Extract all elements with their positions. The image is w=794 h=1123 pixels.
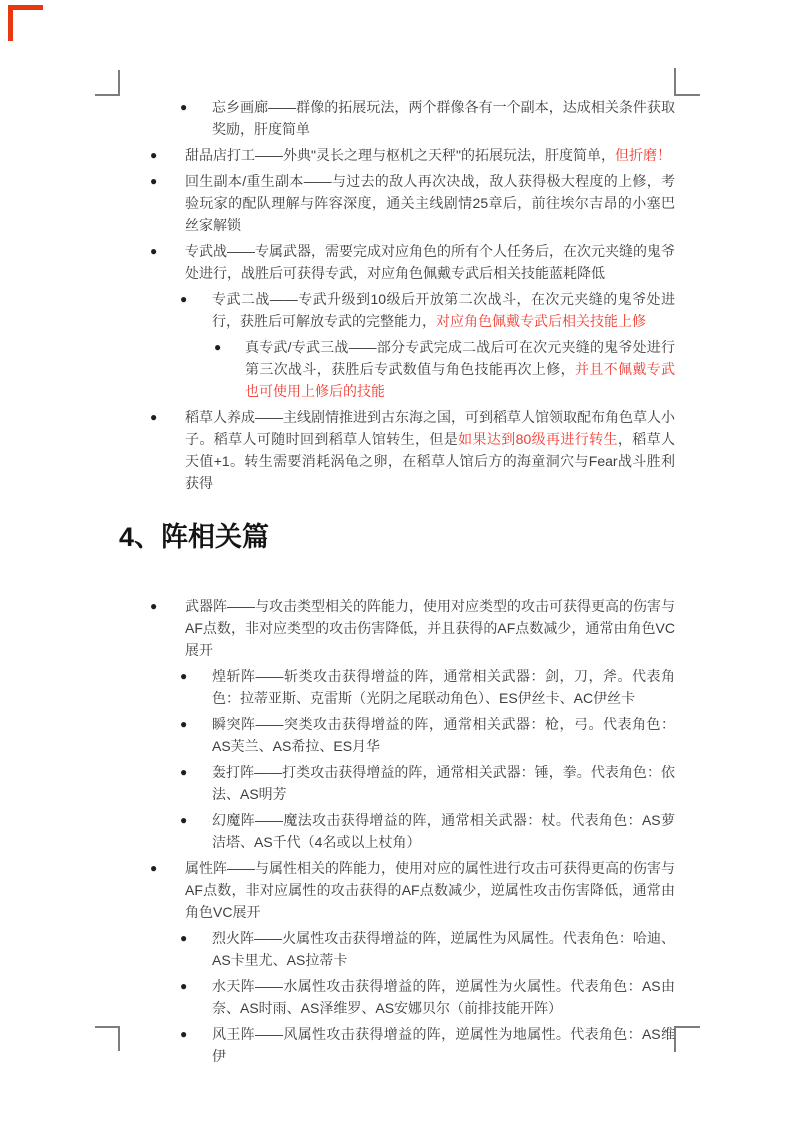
text-segment: 忘乡画廊——群像的拓展玩法，两个群像各有一个副本，达成相关条件获取奖励，肝度简单 — [212, 99, 675, 137]
list-item — [119, 406, 675, 494]
bullet-icon: ● — [180, 292, 188, 306]
text-segment: 风王阵——风属性攻击获得增益的阵，逆属性为地属性。代表角色：AS维伊 — [212, 1026, 675, 1064]
list-item-text — [185, 857, 675, 923]
text-segment: 属性阵——与属性相关的阵能力，使用对应的属性进行攻击可获得更高的伤害与AF点数，非对应属性的攻击获得的AF点数减少，逆属性攻击伤害降低，通常由角色VC展开 — [185, 860, 675, 920]
bullet-icon: ● — [180, 979, 188, 993]
bullet-icon: ● — [150, 410, 158, 424]
list-item — [119, 288, 675, 332]
bullet-icon: ● — [180, 669, 188, 683]
list-item-text — [185, 406, 675, 494]
text-segment: 煌斩阵——斩类攻击获得增益的阵，通常相关武器：剑，刀，斧。代表角色：拉蒂亚斯、克雷斯（光阴之尾联动角色）、ES伊丝卡、AC伊丝卡 — [212, 668, 675, 706]
bullet-list-a — [119, 96, 675, 494]
text-segment: 专武二战——专武升级到10级后开放第二次战斗，在次元夹缝的鬼爷处进行，获胜后可解放专武的完整能力， — [212, 291, 675, 329]
highlighted-text: 并且不佩戴专武也可使用上修后的技能 — [245, 361, 676, 399]
bullet-icon: ● — [180, 813, 188, 827]
document-content — [119, 96, 675, 1071]
bullet-list-b — [119, 595, 675, 1067]
list-item-text — [212, 96, 675, 140]
list-item-text — [212, 288, 675, 332]
list-item — [119, 975, 675, 1019]
crop-mark-top-right-icon — [674, 68, 700, 96]
list-item — [119, 1023, 675, 1067]
bullet-icon: ● — [150, 244, 158, 258]
bullet-icon: ● — [150, 599, 158, 613]
text-segment: 回生副本/重生副本——与过去的敌人再次决战，敌人获得极大程度的上修，考验玩家的配队理解与阵容深度，通关主线剧情25章后，前往埃尔吉昂的小塞巴丝家解锁 — [185, 173, 675, 233]
list-item-text — [212, 975, 675, 1019]
bullet-icon: ● — [180, 765, 188, 779]
bullet-icon: ● — [150, 174, 158, 188]
text-segment: 水天阵——水属性攻击获得增益的阵，逆属性为火属性。代表角色：AS由奈、AS时雨、AS泽维罗、AS安娜贝尔（前排技能开阵） — [212, 978, 675, 1016]
list-item-text — [212, 927, 675, 971]
bullet-icon: ● — [180, 717, 188, 731]
section-heading: 4、阵相关篇 — [119, 522, 270, 552]
crop-mark-bottom-right-icon — [674, 1026, 700, 1052]
list-item — [119, 170, 675, 236]
list-item-text — [245, 336, 675, 402]
list-item — [119, 665, 675, 709]
list-item — [119, 336, 675, 402]
list-item-text — [212, 713, 675, 757]
bullet-icon: ● — [150, 148, 158, 162]
text-segment: 瞬突阵——突类攻击获得增益的阵，通常相关武器：枪，弓。代表角色：AS芙兰、AS希拉、ES月华 — [212, 716, 675, 754]
list-item — [119, 927, 675, 971]
text-segment: 武器阵——与攻击类型相关的阵能力，使用对应类型的攻击可获得更高的伤害与AF点数，非对应类型的攻击伤害降低，并且获得的AF点数减少，通常由角色VC展开 — [185, 598, 675, 658]
list-item — [119, 595, 675, 661]
text-segment: 烈火阵——火属性攻击获得增益的阵，逆属性为风属性。代表角色：哈迪、AS卡里尤、AS拉蒂卡 — [212, 930, 675, 968]
bullet-icon: ● — [150, 861, 158, 875]
text-segment: 专武战——专属武器，需要完成对应角色的所有个人任务后，在次元夹缝的鬼爷处进行，战胜后可获得专武，对应角色佩戴专武后相关技能蓝耗降低 — [185, 243, 675, 281]
highlighted-text: 对应角色佩戴专武后相关技能上修 — [436, 313, 646, 329]
list-item — [119, 240, 675, 284]
red-corner-bracket-icon — [8, 5, 43, 41]
text-segment: ，稻草人天值+1。转生需要消耗涡龟之卵，在稻草人馆后方的海童洞穴与Fear战斗胜利获得 — [185, 431, 676, 491]
list-item — [119, 857, 675, 923]
crop-mark-bottom-left-icon — [95, 1026, 120, 1051]
list-item-text — [185, 240, 675, 284]
list-item-text — [185, 595, 675, 661]
highlighted-text: 如果达到80级再进行转生 — [458, 431, 618, 447]
bullet-icon: ● — [214, 340, 222, 354]
highlighted-text: 但折磨！ — [614, 147, 671, 163]
bullet-icon: ● — [180, 100, 188, 114]
bullet-icon: ● — [180, 931, 188, 945]
list-item — [119, 144, 675, 166]
list-item-text — [185, 144, 675, 166]
list-item-text — [212, 665, 675, 709]
list-item — [119, 761, 675, 805]
text-segment: 稻草人养成——主线剧情推进到古东海之国，可到稻草人馆领取配布角色草人小子。稻草人可随时回到稻草人馆转生，但是 — [185, 409, 675, 447]
list-item-text — [212, 1023, 675, 1067]
list-item-text — [212, 809, 675, 853]
crop-mark-top-left-icon — [95, 70, 120, 96]
list-item — [119, 96, 675, 140]
text-segment: 幻魔阵——魔法攻击获得增益的阵，通常相关武器：杖。代表角色：AS萝洁塔、AS千代（4名或以上杖角） — [212, 812, 675, 850]
list-item — [119, 713, 675, 757]
text-segment: 轰打阵——打类攻击获得增益的阵，通常相关武器：锤，拳。代表角色：依法、AS明芳 — [212, 764, 675, 802]
bullet-icon: ● — [180, 1027, 188, 1041]
list-item-text — [185, 170, 675, 236]
list-item-text — [212, 761, 675, 805]
text-segment: 真专武/专武三战——部分专武完成二战后可在次元夹缝的鬼爷处进行第三次战斗，获胜后专武数值与角色技能再次上修， — [245, 339, 675, 377]
text-segment: 甜品店打工——外典"灵长之理与枢机之天秤"的拓展玩法，肝度简单， — [185, 147, 615, 163]
list-item — [119, 809, 675, 853]
